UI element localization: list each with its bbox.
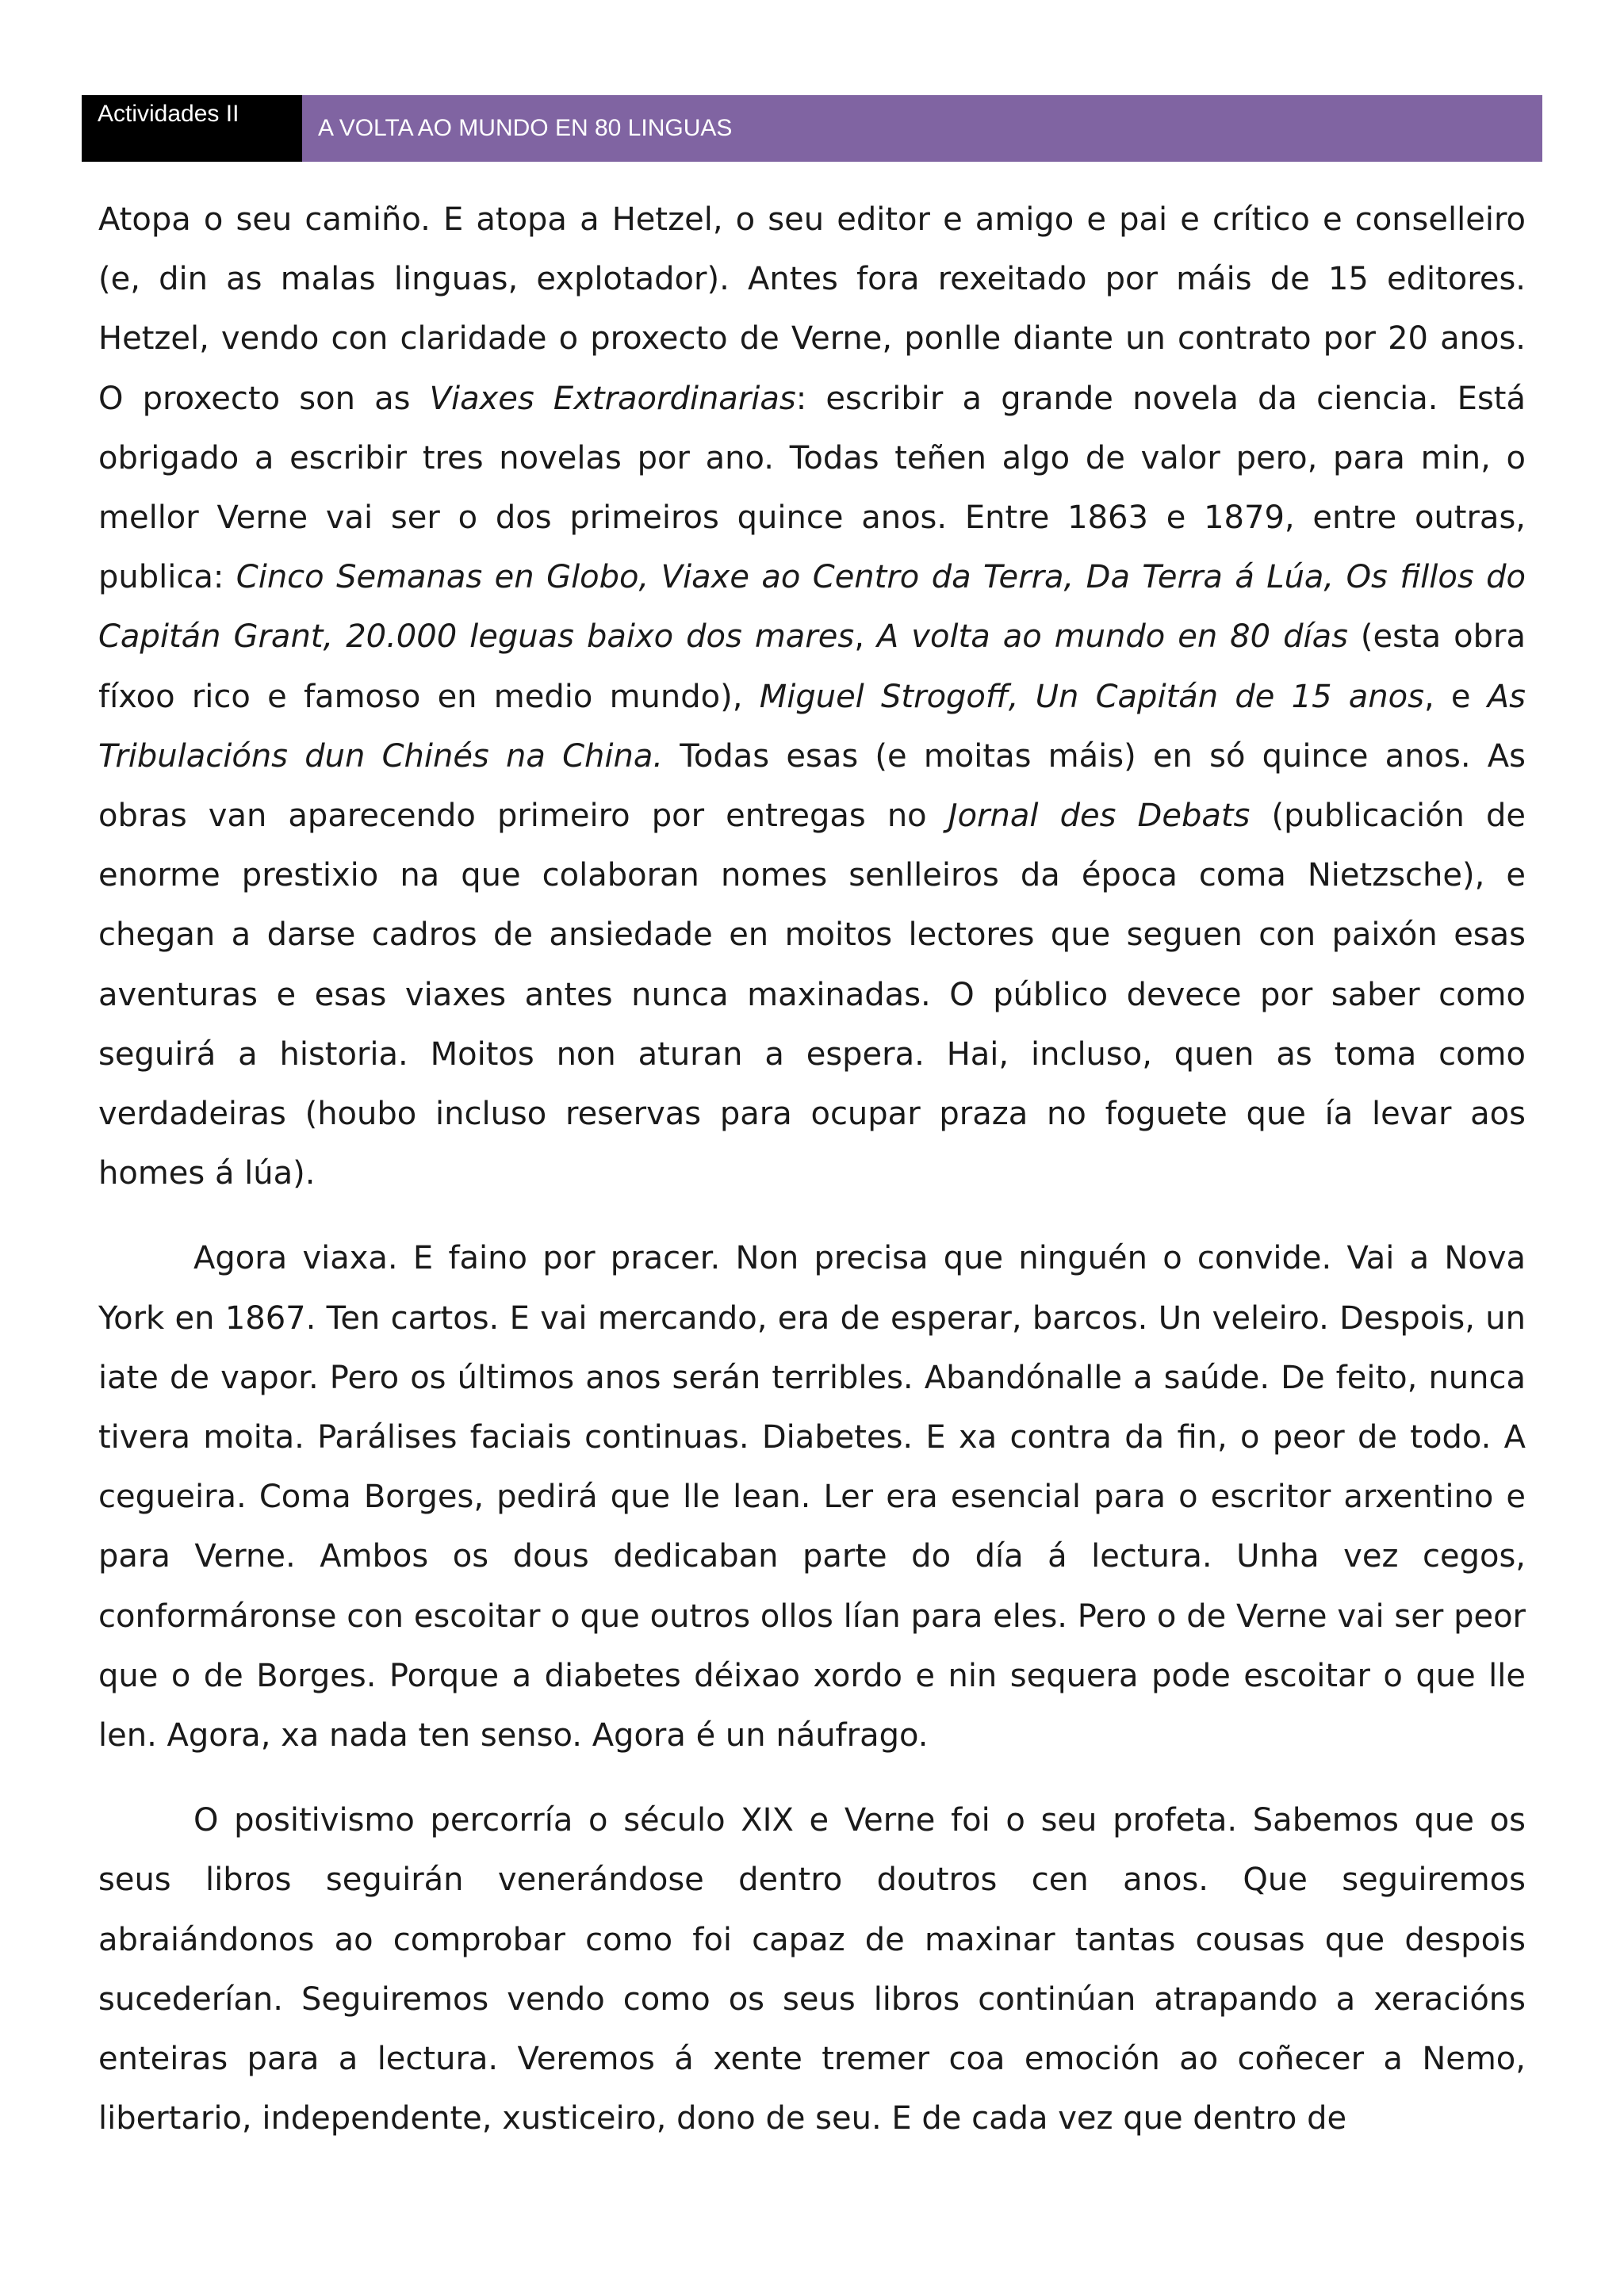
text-segment: Agora viaxa. E faino por pracer. Non precisa que ninguén o convide. Vai a Nova York en 1867. Ten cartos. E vai mercando, era de esperar, barcos. Un veleiro. Despois, un iate de vapor. Pero os últimos anos serán terribles. Abandónalle a saúde. De feito, nunca tivera moita. Parálises faciais continuas. Diabetes. E xa contra da fin, o peor de todo. A cegueira. Coma Borges, pedirá que lle lean. Ler era esencial para o escritor arxentino e para Verne. Ambos os dous dedicaban parte do día á lectura. Unha vez cegos, conformáronse con escoitar o que outros ollos lían para eles. Pero o de Verne vai ser peor que o de Borges. Porque a diabetes déixao xordo e nin sequera pode escoitar o que lle len. Agora, xa nada ten senso. Agora é un náufrago. <box>98 1240 1526 1755</box>
italic-title: Viaxes Extraordinarias <box>429 380 796 417</box>
italic-title: As Tribulacións dun Chinés na China. <box>98 678 1526 775</box>
text-segment: , <box>854 618 877 656</box>
text-segment: (publicación de enorme prestixio na que colaboran nomes senlleiros da época coma Nietzsche), e chegan a darse cadros de ansiedade en moitos lectores que seguen con paixón esas aventuras e esas viaxes antes nunca maxinadas. O público devece por saber como seguirá a historia. Moitos non aturan a espera. Hai, incluso, quen as toma como verdadeiras (houbo incluso reservas para ocupar praza no foguete que ía levar aos homes á lúa). <box>98 798 1526 1192</box>
text-segment: O positivismo percorría o século XIX e Verne foi o seu profeta. Sabemos que os seus libros seguirán venerándose dentro doutros cen anos. Que seguiremos abraiándonos ao comprobar como foi capaz de maxinar tantas cousas que despois sucederían. Seguiremos vendo como os seus libros continúan atrapando a xeracións enteiras para a lectura. Veremos á xente tremer coa emoción ao coñecer a Nemo, libertario, independente, xusticeiro, dono de seu. E de cada vez que dentro de <box>98 1802 1526 2137</box>
italic-title: Cinco Semanas en Globo, Viaxe ao Centro da Terra, Da Terra á Lúa, Os fillos do Capitán Grant, 20.000 leguas baixo dos mares <box>98 559 1526 656</box>
italic-title: Jornal des Debats <box>948 798 1251 835</box>
text-segment: Atopa o seu camiño. E atopa a Hetzel, o seu editor e amigo e pai e crítico e conselleiro (e, din as malas linguas, explotador). Antes fora rexeitado por máis de 15 editores. Hetzel, vendo con claridade o proxecto de Verne, ponlle diante un contrato por 20 anos. O proxecto son as <box>98 201 1526 417</box>
italic-title: Miguel Strogoff, Un Capitán de 15 anos <box>759 678 1424 715</box>
section-label: Actividades II <box>82 95 302 162</box>
page-header <box>82 95 1542 162</box>
paragraph <box>98 190 1526 1203</box>
header-title: A VOLTA AO MUNDO EN 80 LINGUAS <box>302 95 1542 162</box>
text-segment: (esta obra fíxoo rico e famoso en medio mundo), <box>98 618 1526 715</box>
text-segment: , e <box>1423 678 1488 715</box>
paragraph <box>98 1791 1526 2149</box>
text-segment: Todas esas (e moitas máis) en só quince anos. As obras van aparecendo primeiro por entregas no <box>98 737 1526 835</box>
text-segment: : escribir a grande novela da ciencia. Está obrigado a escribir tres novelas por ano. Todas teñen algo de valor pero, para min, o mellor Verne vai ser o dos primeiros quince anos. Entre 1863 e 1879, entre outras, publica: <box>98 380 1526 596</box>
paragraph <box>98 1229 1526 1766</box>
body-text <box>98 190 1526 2175</box>
italic-title: A volta ao mundo en 80 días <box>876 618 1348 656</box>
